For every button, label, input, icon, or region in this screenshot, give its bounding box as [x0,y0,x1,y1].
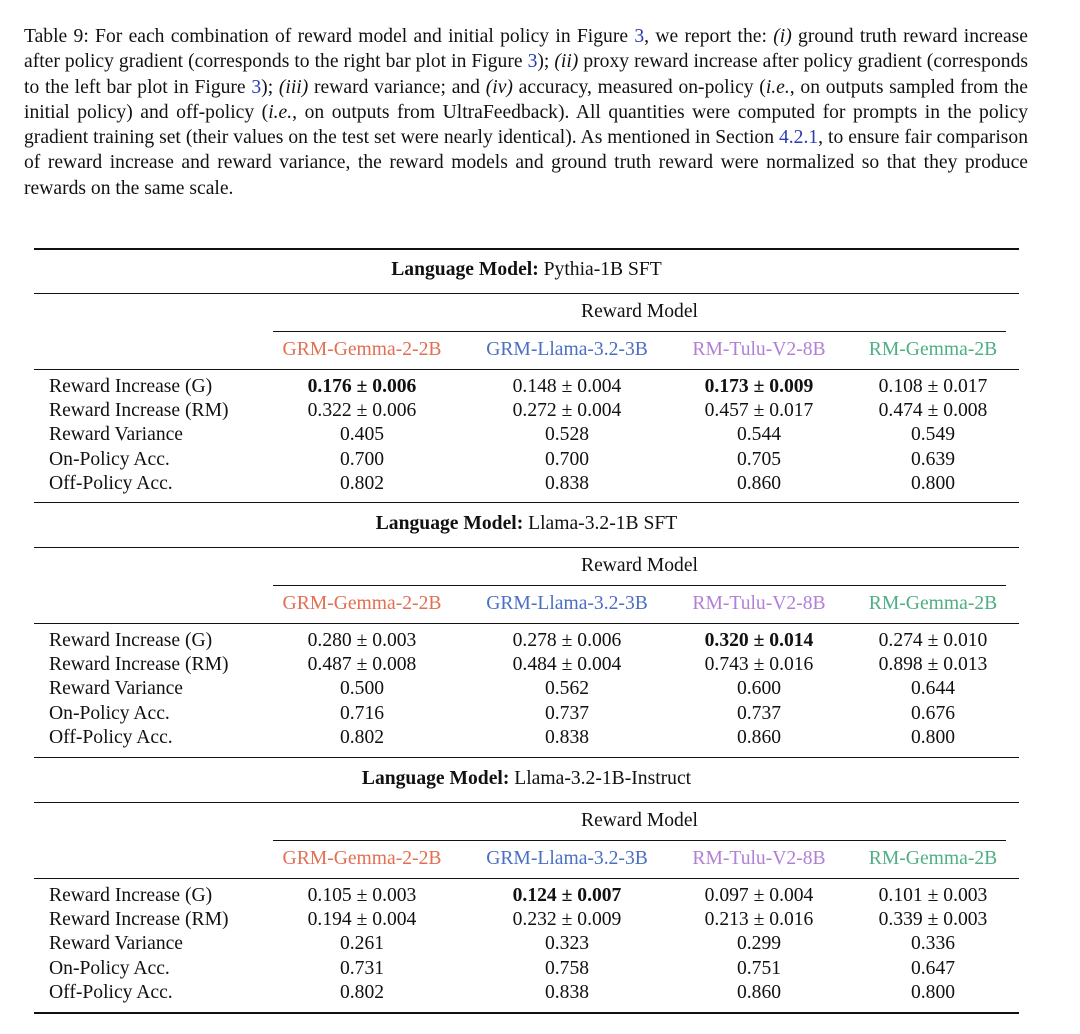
header-cmidrule [273,585,1006,586]
table-cell: 0.639 [910,448,956,470]
caption-abbrev: i.e. [765,76,790,98]
table-cell: 0.562 [544,678,590,700]
table-cell: 0.299 [736,933,782,955]
row-label: Reward Increase (RM) [49,400,229,422]
table-cell: 0.105 ± 0.003 [307,885,417,906]
table-cell: 0.731 [339,957,385,979]
row-label: Reward Increase (G) [49,630,213,651]
table-cell: 0.544 [736,424,782,446]
section-ref-link[interactable]: 4.2.1 [778,127,819,149]
row-label: Reward Increase (RM) [49,654,229,676]
row-label: Reward Variance [49,933,184,955]
table-rule [34,502,1019,503]
table-rule [34,623,1019,624]
lm-name: Llama-3.2-1B-Instruct [509,768,692,789]
header-cmidrule [273,840,1006,841]
table-rule [34,802,1019,803]
column-header: RM-Gemma-2B [868,593,998,614]
row-label: Off-Policy Acc. [49,726,173,748]
table-cell: 0.261 [339,933,385,955]
table-cell: 0.124 ± 0.007 [512,885,622,906]
row-label: Off-Policy Acc. [49,981,173,1003]
table-rule [34,757,1019,758]
caption-text: , on outputs from UltraFeedback). All quantities were computed for prompts in the policy gradient training set (their values on the test set were nearly identical). As mentioned in Section [24,101,1028,149]
figure-ref-link[interactable]: 3 [527,51,538,73]
table-cell: 0.751 [736,957,782,979]
column-header: RM-Tulu-V2-8B [692,593,826,614]
figure-ref-link[interactable]: 3 [251,76,262,98]
table-cell: 0.838 [544,981,590,1003]
table-cell: 0.339 ± 0.003 [878,909,988,931]
table-cell: 0.322 ± 0.006 [307,400,417,422]
row-label: On-Policy Acc. [49,702,170,724]
column-header: GRM-Gemma-2-2B [282,593,442,614]
table-cell: 0.800 [910,472,956,494]
caption-enum: (i) [773,26,792,47]
reward-model-header: Reward Model [581,301,698,322]
table-cell: 0.802 [339,981,385,1003]
column-header: GRM-Llama-3.2-3B [486,848,648,869]
reward-model-header: Reward Model [581,810,698,831]
caption-text: ); [261,76,279,98]
table-cell: 0.676 [910,702,956,724]
row-label: On-Policy Acc. [49,448,170,470]
table-cell: 0.457 ± 0.017 [704,400,814,422]
table-cell: 0.213 ± 0.016 [704,909,814,931]
table-cell: 0.802 [339,472,385,494]
caption-enum: (ii) [554,51,579,73]
caption-enum: (iv) [485,76,513,98]
table-cell: 0.272 ± 0.004 [512,400,622,422]
table-cell: 0.323 [544,933,590,955]
table-cell: 0.487 ± 0.008 [307,654,417,676]
table-cell: 0.716 [339,702,385,724]
row-label: Reward Increase (G) [49,885,213,906]
caption-text: ground truth reward increase after policy gradient (corresponds to the right bar plot in Figure [24,26,1028,73]
table-rule [34,878,1019,879]
column-header: GRM-Llama-3.2-3B [486,339,648,360]
table-rule [34,248,1019,250]
column-header: GRM-Llama-3.2-3B [486,593,648,614]
table-cell: 0.108 ± 0.017 [878,376,988,397]
table-cell: 0.800 [910,726,956,748]
section-title [34,767,1019,791]
table-cell: 0.278 ± 0.006 [512,630,622,651]
caption-text: Table 9: For each combination of reward model and initial policy in Figure [24,26,635,47]
table-cell: 0.474 ± 0.008 [878,400,988,422]
caption-text: proxy reward increase after policy gradient (corresponds to the left bar plot in Figure [24,51,1028,98]
table-caption [24,24,1028,201]
table-cell: 0.500 [339,678,385,700]
table-cell: 0.097 ± 0.004 [704,885,814,906]
lm-name: Pythia-1B SFT [538,259,662,280]
table-cell: 0.194 ± 0.004 [307,909,417,931]
lm-name: Llama-3.2-1B SFT [523,513,678,534]
row-label: Reward Variance [49,424,184,446]
table-bottom-rule [34,1012,1019,1014]
table-cell: 0.405 [339,424,385,446]
table-cell: 0.320 ± 0.014 [704,630,814,651]
table-cell: 0.743 ± 0.016 [704,654,814,676]
section-title [34,258,1019,282]
table-cell: 0.232 ± 0.009 [512,909,622,931]
lm-label: Language Model: [361,768,510,789]
table-cell: 0.148 ± 0.004 [512,376,622,397]
table-cell: 0.802 [339,726,385,748]
row-label: Reward Increase (RM) [49,909,229,931]
table-cell: 0.860 [736,472,782,494]
table-cell: 0.484 ± 0.004 [512,654,622,676]
table-cell: 0.705 [736,448,782,470]
caption-abbrev: i.e. [268,101,293,123]
table-cell: 0.274 ± 0.010 [878,630,988,651]
row-label: On-Policy Acc. [49,957,170,979]
column-header: GRM-Gemma-2-2B [282,339,442,360]
table-cell: 0.737 [544,702,590,724]
caption-text: reward variance; and [308,76,486,98]
table-cell: 0.280 ± 0.003 [307,630,417,651]
table-cell: 0.600 [736,678,782,700]
table-cell: 0.647 [910,957,956,979]
table-cell: 0.528 [544,424,590,446]
table-cell: 0.838 [544,726,590,748]
table-cell: 0.758 [544,957,590,979]
caption-text: , on outputs sampled from the initial policy) and off-policy ( [24,76,1028,123]
table-rule [34,369,1019,370]
table-cell: 0.700 [544,448,590,470]
column-header: RM-Tulu-V2-8B [692,339,826,360]
row-label: Reward Variance [49,678,184,700]
caption-text: ); [537,51,555,73]
caption-text: , to ensure fair comparison of reward increase and reward variance, the reward models and ground truth reward were normalized so that they produce rewards on the same scale. [24,127,1028,199]
table-cell: 0.800 [910,981,956,1003]
header-cmidrule [273,331,1006,332]
table-cell: 0.700 [339,448,385,470]
row-label: Off-Policy Acc. [49,472,173,494]
table-cell: 0.336 [910,933,956,955]
figure-ref-link[interactable]: 3 [634,26,645,47]
table-cell: 0.644 [910,678,956,700]
column-header: GRM-Gemma-2-2B [282,848,442,869]
section-title [34,512,1019,536]
caption-text: , we report the: [644,26,774,47]
column-header: RM-Tulu-V2-8B [692,848,826,869]
table-cell: 0.838 [544,472,590,494]
table-rule [34,293,1019,294]
reward-model-header: Reward Model [581,555,698,576]
table-cell: 0.173 ± 0.009 [704,376,814,397]
column-header: RM-Gemma-2B [868,848,998,869]
caption-enum: (iii) [278,76,309,98]
column-header: RM-Gemma-2B [868,339,998,360]
row-label: Reward Increase (G) [49,376,213,397]
table-cell: 0.737 [736,702,782,724]
table-cell: 0.549 [910,424,956,446]
table-cell: 0.898 ± 0.013 [878,654,988,676]
table-cell: 0.101 ± 0.003 [878,885,988,906]
caption-text: accuracy, measured on-policy ( [512,76,766,98]
table-cell: 0.860 [736,726,782,748]
table-rule [34,547,1019,548]
lm-label: Language Model: [375,513,524,534]
table-cell: 0.176 ± 0.006 [307,376,417,397]
lm-label: Language Model: [391,259,539,280]
table-cell: 0.860 [736,981,782,1003]
